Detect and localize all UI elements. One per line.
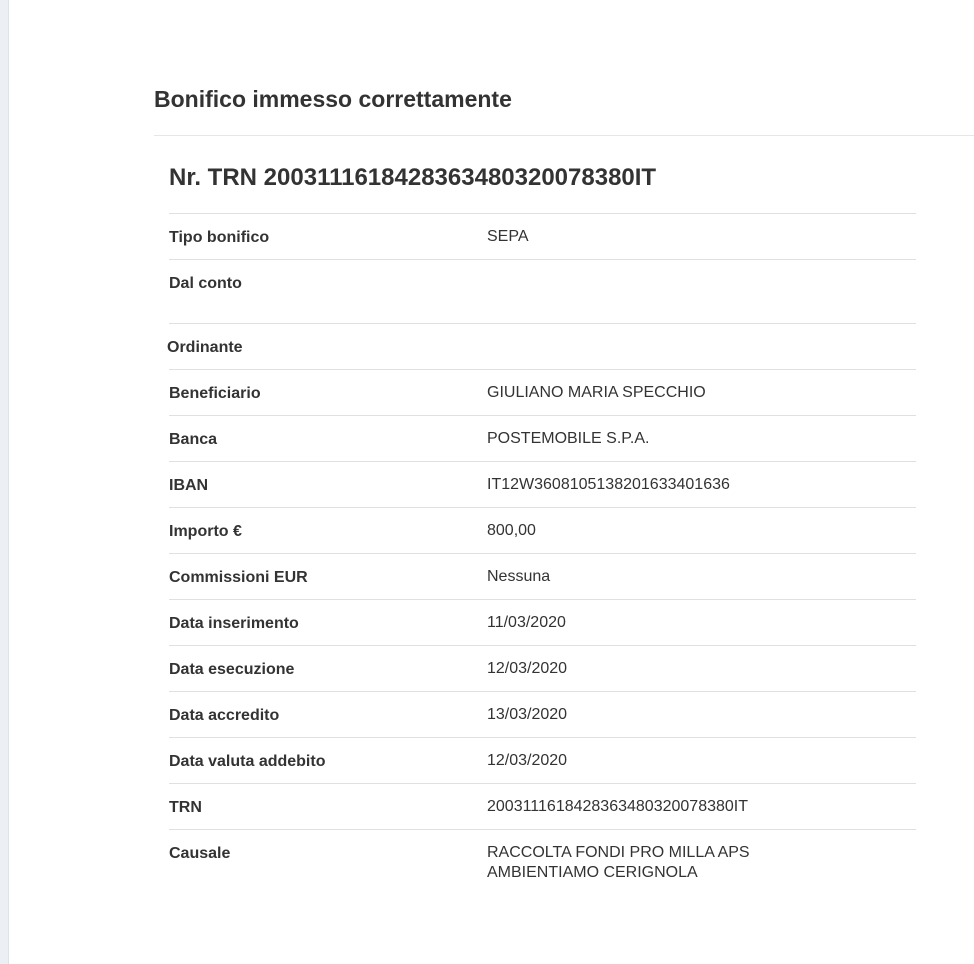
- causale-line-1: RACCOLTA FONDI PRO MILLA APS: [487, 844, 750, 861]
- title-divider: [154, 135, 974, 136]
- detail-row-data-esecuzione: [169, 646, 916, 692]
- detail-row-data-accredito: [169, 692, 916, 738]
- detail-label: Data inserimento: [169, 615, 299, 632]
- detail-value: 800,00: [487, 522, 536, 539]
- detail-value: IT12W3608105138201633401636: [487, 476, 730, 493]
- detail-row-beneficiario: [169, 370, 916, 416]
- detail-row-causale: [169, 830, 916, 900]
- detail-label: Data esecuzione: [169, 661, 295, 678]
- detail-value: POSTEMOBILE S.P.A.: [487, 430, 650, 447]
- detail-label: Ordinante: [167, 339, 243, 356]
- detail-row-commissioni: [169, 554, 916, 600]
- detail-label: Tipo bonifico: [169, 229, 270, 246]
- trn-heading: Nr. TRN 2003111618428363480320078380IT: [169, 164, 657, 191]
- detail-label: Banca: [169, 431, 218, 448]
- transfer-details-table: [169, 213, 916, 900]
- detail-row-data-inserimento: [169, 600, 916, 646]
- detail-label: Data accredito: [169, 707, 280, 724]
- detail-label: IBAN: [169, 477, 209, 494]
- left-rail: [0, 0, 9, 964]
- detail-label: Causale: [169, 845, 231, 862]
- detail-label: Dal conto: [169, 275, 242, 292]
- detail-value: [487, 843, 750, 883]
- page-title: Bonifico immesso correttamente: [154, 86, 512, 112]
- detail-row-trn: [169, 784, 916, 830]
- detail-value: Nessuna: [487, 568, 551, 585]
- detail-row-importo: [169, 508, 916, 554]
- causale-line-2: AMBIENTIAMO CERIGNOLA: [487, 864, 698, 881]
- detail-row-data-valuta-addebito: [169, 738, 916, 784]
- detail-row-ordinante: [169, 324, 916, 370]
- detail-row-tipo-bonifico: [169, 214, 916, 260]
- detail-value: SEPA: [487, 228, 529, 245]
- detail-row-iban: [169, 462, 916, 508]
- detail-label: Importo €: [169, 523, 242, 540]
- detail-value: 11/03/2020: [487, 614, 566, 631]
- detail-label: Commissioni EUR: [169, 569, 308, 586]
- detail-value: 12/03/2020: [487, 660, 568, 677]
- detail-label: TRN: [169, 799, 202, 816]
- detail-value: 2003111618428363480320078380IT: [487, 798, 748, 815]
- detail-row-banca: [169, 416, 916, 462]
- detail-value: GIULIANO MARIA SPECCHIO: [487, 384, 706, 401]
- detail-label: Beneficiario: [169, 385, 261, 402]
- detail-row-dal-conto: [169, 260, 916, 324]
- detail-value: 13/03/2020: [487, 706, 568, 723]
- detail-label: Data valuta addebito: [169, 753, 326, 770]
- detail-value: 12/03/2020: [487, 752, 568, 769]
